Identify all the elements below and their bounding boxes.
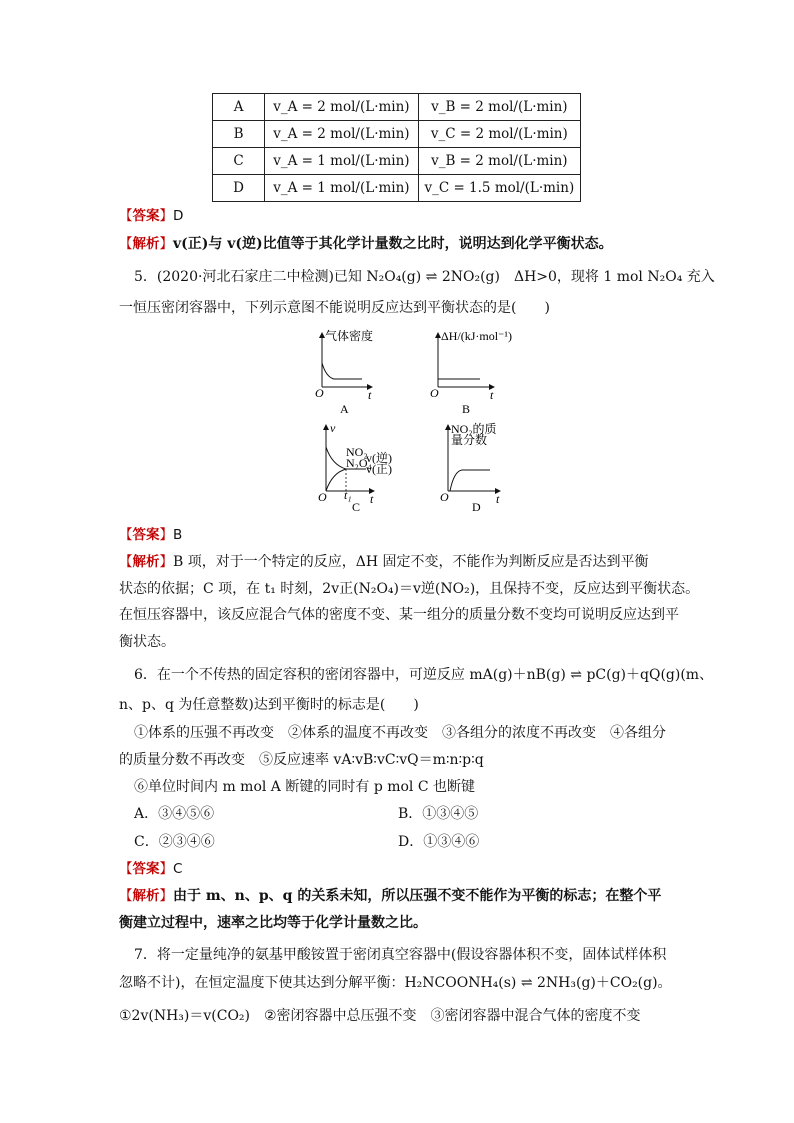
svg-text:t: t	[370, 492, 374, 506]
svg-text:N₂O₄: N₂O₄	[346, 456, 372, 470]
svg-text:D: D	[472, 500, 481, 514]
q6-choice-a: A．③④⑤⑥	[134, 806, 215, 822]
table-row	[213, 121, 581, 148]
svg-text:t: t	[490, 388, 494, 402]
q6-answer: 【答案】C	[119, 861, 183, 877]
q6-choice-c: C．②③④⑥	[134, 834, 215, 850]
q6-options-line2: 的质量分数不再改变 ⑤反应速率 vA∶vB∶vC∶vQ＝m∶n∶p∶q	[119, 752, 484, 768]
svg-text:B: B	[462, 402, 471, 416]
q5-analysis-line3: 在恒压容器中，该反应混合气体的密度不变、某一组分的质量分数不变均可说明反应达到平	[119, 607, 679, 623]
svg-text:v(逆): v(逆)	[366, 451, 392, 465]
table-cell-c2: v_B = 2 mol/(L·min)	[418, 148, 580, 175]
graph-b-ylabel: ΔH/(kJ·mol⁻¹)	[441, 329, 512, 343]
q5-graphs	[300, 325, 520, 515]
q5-analysis-line2: 状态的依据；C 项，在 t₁ 时刻，2v正(N₂O₄)＝v逆(NO₂)，且保持不变，反应达到平衡状态。	[119, 581, 700, 597]
table-row	[213, 94, 581, 121]
q5-answer: 【答案】B	[119, 527, 183, 543]
q6-analysis-line2: 衡建立过程中，速率之比均等于化学计量数之比。	[119, 915, 427, 931]
q6-choice-b: B．①③④⑤	[398, 806, 479, 822]
table-cell-c2: v_C = 2 mol/(L·min)	[418, 121, 580, 148]
svg-text:t: t	[496, 492, 500, 506]
table-cell-label: B	[213, 121, 265, 148]
svg-text:O: O	[440, 490, 449, 504]
table-cell-c1: v_A = 2 mol/(L·min)	[265, 94, 419, 121]
q5-analysis-line1: 【解析】B 项，对于一个特定的反应，ΔH 固定不变，不能作为判断反应是否达到平衡	[119, 554, 649, 570]
table-cell-label: A	[213, 94, 265, 121]
table-row	[213, 175, 581, 202]
svg-text:量分数: 量分数	[451, 433, 488, 447]
q7-stem-line2: 忽略不计)，在恒定温度下使其达到分解平衡：H₂NCOONH₄(s) ⇌ 2NH₃(g)＋CO₂(g)。	[119, 975, 672, 991]
svg-text:NO₂的质: NO₂的质	[451, 422, 497, 436]
q7-stem-line1: 7．将一定量纯净的氨基甲酸铵置于密闭真空容器中(假设容器体积不变，固体试样体积	[134, 947, 667, 963]
table-cell-label: C	[213, 148, 265, 175]
q7-stem-line3: ①2v(NH₃)＝v(CO₂) ②密闭容器中总压强不变 ③密闭容器中混合气体的密度不变	[119, 1008, 641, 1024]
q6-stem-line2: n、p、q 为任意整数)达到平衡时的标志是( )	[119, 697, 419, 713]
q6-options-line1: ①体系的压强不再改变 ②体系的温度不再改变 ③各组分的浓度不再改变 ④各组分	[134, 725, 666, 741]
options-table	[212, 93, 581, 202]
table-cell-c1: v_A = 1 mol/(L·min)	[265, 148, 419, 175]
q6-stem-line1: 6．在一个不传热的固定容积的密闭容器中，可逆反应 mA(g)＋nB(g) ⇌ pC(g)＋qQ(g)(m、	[134, 667, 714, 683]
svg-text:A: A	[340, 402, 349, 416]
svg-text:t₁: t₁	[344, 488, 352, 502]
graph-d	[440, 421, 500, 514]
q5-stem-line2: 一恒压密闭容器中，下列示意图不能说明反应达到平衡状态的是( )	[119, 300, 550, 316]
q5-analysis-line4: 衡状态。	[119, 634, 175, 650]
q6-options-line3: ⑥单位时间内 m mol A 断键的同时有 p mol C 也断键	[134, 779, 476, 795]
q6-analysis-line1: 【解析】由于 m、n、p、q 的关系未知，所以压强不变不能作为平衡的标志；在整个平	[119, 888, 662, 904]
svg-text:NO₂: NO₂	[346, 445, 368, 459]
svg-text:v(正): v(正)	[366, 462, 392, 476]
table-cell-c2: v_B = 2 mol/(L·min)	[418, 94, 580, 121]
q4-analysis: 【解析】v(正)与 v(逆)比值等于其化学计量数之比时，说明达到化学平衡状态。	[119, 236, 613, 252]
graph-b	[430, 329, 512, 416]
table-cell-c1: v_A = 2 mol/(L·min)	[265, 121, 419, 148]
table-row	[213, 148, 581, 175]
svg-text:O: O	[430, 386, 439, 400]
q6-choice-d: D．①③④⑥	[398, 834, 480, 850]
table-cell-c2: v_C = 1.5 mol/(L·min)	[418, 175, 580, 202]
svg-text:v: v	[330, 421, 336, 435]
q4-answer: 【答案】D	[119, 208, 184, 224]
graph-a	[315, 328, 373, 416]
table-cell-c1: v_A = 1 mol/(L·min)	[265, 175, 419, 202]
table-cell-label: D	[213, 175, 265, 202]
graph-a-ylabel: 气体密度	[325, 329, 374, 343]
q5-stem-line1: 5．(2020·河北石家庄二中检测)已知 N₂O₄(g) ⇌ 2NO₂(g) ΔH>0，现将 1 mol N₂O₄ 充入	[134, 269, 715, 285]
svg-text:t: t	[368, 388, 372, 402]
svg-text:O: O	[315, 386, 324, 400]
svg-text:O: O	[318, 490, 327, 504]
svg-text:C: C	[352, 500, 361, 514]
graph-c	[318, 421, 392, 514]
